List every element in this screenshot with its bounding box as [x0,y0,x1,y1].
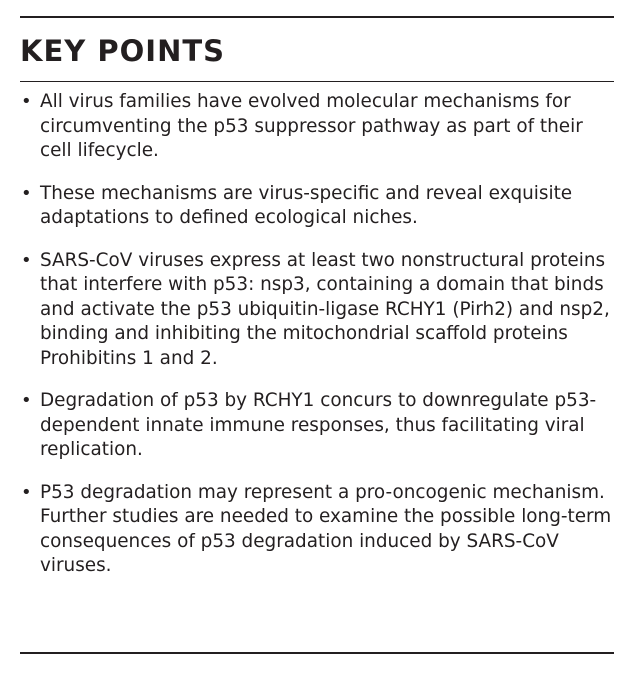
bottom-divider [20,652,614,654]
list-item [20,90,614,164]
bullet-icon: • [21,182,32,204]
bullet-icon: • [21,481,32,503]
point-text: P53 degradation may represent a pro-oncogenic mechanism. Further studies are needed to examine the possible long-term consequences of p53 degradation induced by SARS-CoV viruses. [40,481,612,576]
list-item [20,182,614,231]
bullet-icon: • [21,249,32,271]
list-item [20,481,614,579]
point-text: These mechanisms are virus-specific and reveal exquisite adaptations to defined ecological niches. [40,182,573,228]
bullet-icon: • [21,390,32,411]
key-points-box [20,16,614,597]
key-points-list [20,82,614,579]
list-item [20,249,614,372]
point-text: Degradation of p53 by RCHY1 concurs to downregulate p53-dependent innate immune responses, thus facilitating viral replication. [40,390,597,460]
point-text: SARS-CoV viruses express at least two nonstructural proteins that interfere with p53: nsp3, containing a domain that binds and activate the p53 ubiquitin-ligase RCHY1 (Pirh2) and nsp2, binding and inhibiting the mitochondrial scaffold proteins Prohibitins 1 and 2. [40,249,610,369]
key-points-heading: KEY POINTS [20,34,226,68]
point-text: All virus families have evolved molecular mechanisms for circumventing the p53 suppressor pathway as part of their cell lifecycle. [40,91,583,161]
bullet-icon: • [21,91,32,112]
list-item [20,389,614,463]
